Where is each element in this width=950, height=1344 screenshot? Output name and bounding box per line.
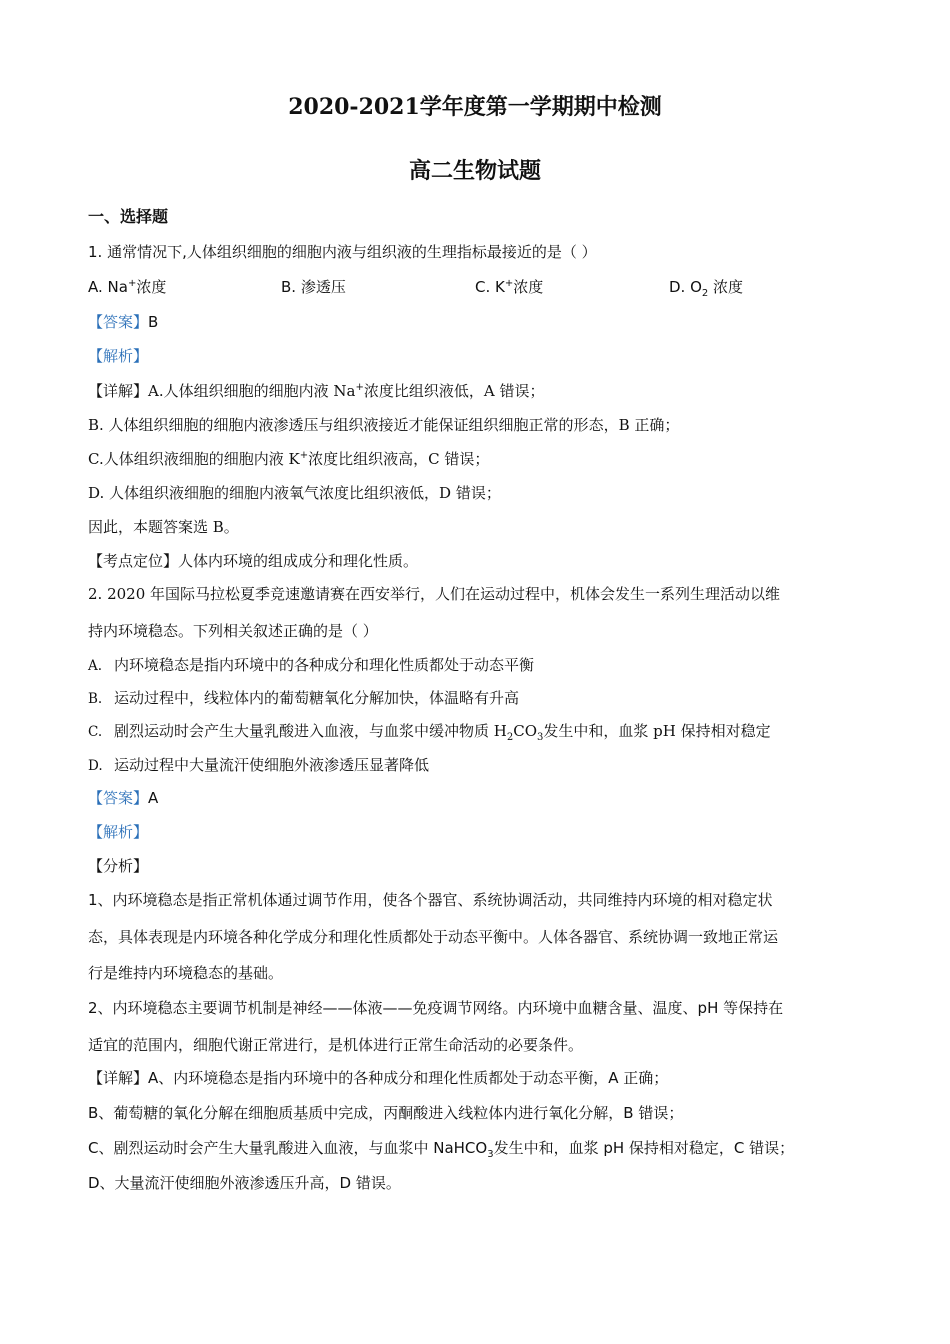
option-c: C. 剧烈运动时会产生大量乳酸进入血液，与血浆中缓冲物质 $H_2CO_3$发生中和，血浆 pH 保持相对稳定 <box>88 722 771 743</box>
option-c: C. K+浓度 <box>475 278 544 296</box>
question-2-stem: 2. 2020 年国际马拉松夏季竞速邀请赛在西安举行，人们在运动过程中，机体会发生一系列生理活动以维 <box>88 585 781 603</box>
analysis-paragraph-line: 行是维持内环境稳态的基础。 <box>88 964 284 982</box>
document-title: 2020-2021学年度第一学期期中检测 <box>288 94 662 120</box>
detail-line: B、葡萄糖的氧化分解在细胞质基质中完成，丙酮酸进入线粒体内进行氧化分解，B 错误； <box>88 1104 684 1122</box>
document-subtitle: 高二生物试题 <box>408 158 541 184</box>
answer-value: A <box>148 789 159 807</box>
question-2-stem-cont: 持内环境稳态。下列相关叙述正确的是（ ） <box>88 622 378 640</box>
analysis-paragraph-line: 1、内环境稳态是指正常机体通过调节作用，使各个器官、系统协调活动，共同维持内环境的相对稳定状 <box>88 891 773 909</box>
answer-line-2 <box>88 788 868 808</box>
knowledge-point: 【考点定位】人体内环境的组成成分和理化性质。 <box>88 552 419 570</box>
option-a: A. Na+浓度 <box>88 278 167 296</box>
option-d: D. 运动过程中大量流汗使细胞外液渗透压显著降低 <box>88 756 430 774</box>
detail-line: 【详解】A、内环境稳态是指内环境中的各种成分和理化性质都处于动态平衡，A 正确； <box>88 1069 669 1087</box>
detail-line: 因此，本题答案选 B。 <box>88 518 239 536</box>
detail-line: B. 人体组织细胞的细胞内液渗透压与组织液接近才能保证组织细胞正常的形态，B 正确； <box>88 416 680 434</box>
analysis-tag: 【解析】 <box>88 823 149 841</box>
section-heading: 一、选择题 <box>88 207 169 226</box>
answer-line-1 <box>88 312 868 332</box>
answer-tag: 【答案】 <box>88 789 149 807</box>
fenxi-tag: 【分析】 <box>88 857 149 875</box>
option-a: A. 内环境稳态是指内环境中的各种成分和理化性质都处于动态平衡 <box>88 656 535 674</box>
option-b: B. 渗透压 <box>281 278 346 296</box>
detail-line: 【详解】A.人体组织细胞的细胞内液 Na+浓度比组织液低，A 错误； <box>88 382 545 400</box>
detail-line: C、剧烈运动时会产生大量乳酸进入血液，与血浆中 NaHCO$_3$发生中和，血浆 pH 保持相对稳定，C 错误； <box>88 1139 795 1160</box>
answer-tag: 【答案】 <box>88 313 149 331</box>
analysis-tag: 【解析】 <box>88 347 149 365</box>
analysis-paragraph-line: 2、内环境稳态主要调节机制是神经——体液——免疫调节网络。内环境中血糖含量、温度、pH 等保持在 <box>88 999 784 1017</box>
option-d: D. $O_2$ 浓度 <box>669 278 744 299</box>
analysis-paragraph-line: 适宜的范围内，细胞代谢正常进行，是机体进行正常生命活动的必要条件。 <box>88 1036 584 1054</box>
detail-line: D、大量流汗使细胞外液渗透压升高，D 错误。 <box>88 1174 401 1192</box>
detail-line: D. 人体组织液细胞的细胞内液氧气浓度比组织液低，D 错误； <box>88 484 501 502</box>
detail-line: C.人体组织液细胞的细胞内液 K+浓度比组织液高，C 错误； <box>88 450 490 468</box>
answer-value: B <box>148 313 159 331</box>
option-b: B. 运动过程中，线粒体内的葡萄糖氧化分解加快，体温略有升高 <box>88 689 520 707</box>
analysis-paragraph-line: 态，具体表现是内环境各种化学成分和理化性质都处于动态平衡中。人体各器官、系统协调一致地正常运 <box>88 928 779 946</box>
question-1-stem: 1. 通常情况下,人体组织细胞的细胞内液与组织液的生理指标最接近的是（ ） <box>88 243 597 261</box>
